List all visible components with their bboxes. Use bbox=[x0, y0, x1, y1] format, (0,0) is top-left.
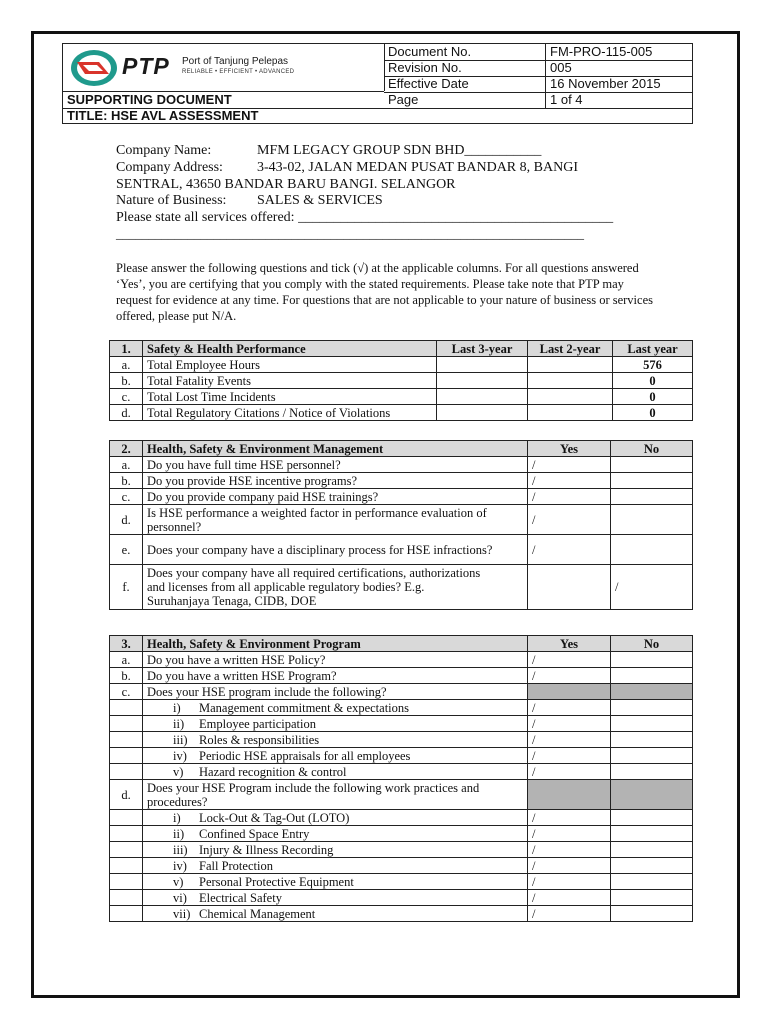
business-line bbox=[116, 192, 383, 209]
sub-number: ii) bbox=[173, 716, 185, 731]
value-cell[interactable] bbox=[528, 405, 613, 421]
col-yes: Yes bbox=[528, 636, 611, 652]
section-title: Health, Safety & Environment Program bbox=[143, 636, 528, 652]
no-cell[interactable] bbox=[611, 874, 693, 890]
meta-label: Document No. bbox=[388, 44, 472, 59]
row-id: c. bbox=[110, 684, 143, 700]
table-row bbox=[110, 842, 693, 858]
no-cell[interactable] bbox=[611, 764, 693, 780]
meta-value: 1 of 4 bbox=[550, 92, 583, 107]
shaded-cell bbox=[611, 684, 693, 700]
table-row bbox=[110, 505, 693, 535]
sub-text: Employee participation bbox=[199, 716, 316, 731]
no-cell[interactable] bbox=[611, 489, 693, 505]
sub-number: v) bbox=[173, 764, 184, 779]
no-cell[interactable] bbox=[611, 732, 693, 748]
sub-question bbox=[143, 874, 528, 890]
row-id: d. bbox=[110, 780, 143, 810]
row-id: a. bbox=[110, 457, 143, 473]
services-line bbox=[116, 209, 613, 226]
shaded-cell bbox=[528, 780, 611, 810]
logo-tagline: RELIABLE • EFFICIENT • ADVANCED bbox=[182, 69, 295, 75]
business-value: SALES & SERVICES bbox=[257, 193, 383, 208]
no-cell[interactable]: / bbox=[611, 565, 693, 610]
value-cell[interactable] bbox=[437, 357, 528, 373]
row-question: Does your company have a disciplinary process for HSE infractions? bbox=[143, 535, 528, 565]
no-cell[interactable] bbox=[611, 890, 693, 906]
no-cell[interactable] bbox=[611, 700, 693, 716]
no-cell[interactable] bbox=[611, 810, 693, 826]
shaded-cell bbox=[528, 684, 611, 700]
no-cell[interactable] bbox=[611, 716, 693, 732]
table-header-row bbox=[110, 441, 693, 457]
company-address-line-2: SENTRAL, 43650 BANDAR BARU BANGI. SELANGOR bbox=[116, 177, 456, 192]
row-id: b. bbox=[110, 473, 143, 489]
section-number: 1. bbox=[110, 341, 143, 357]
section-title: Health, Safety & Environment Management bbox=[143, 441, 528, 457]
meta-label: Revision No. bbox=[388, 60, 462, 75]
services-label: Please state all services offered: bbox=[116, 210, 295, 225]
sub-text: Injury & Illness Recording bbox=[199, 842, 334, 857]
meta-value: FM-PRO-115-005 bbox=[550, 44, 653, 59]
row-question: Does your HSE Program include the following work practices and procedures? bbox=[143, 780, 528, 810]
yes-cell[interactable]: / bbox=[528, 906, 611, 922]
sub-number: ii) bbox=[173, 826, 185, 841]
yes-cell[interactable]: / bbox=[528, 732, 611, 748]
table-row bbox=[110, 700, 693, 716]
company-address-value: 3-43-02, JALAN MEDAN PUSAT BANDAR 8, BANGI bbox=[257, 160, 578, 175]
yes-cell[interactable]: / bbox=[528, 652, 611, 668]
table-row bbox=[110, 652, 693, 668]
meta-row bbox=[384, 60, 693, 77]
sub-number: iv) bbox=[173, 748, 187, 763]
value-cell[interactable]: 0 bbox=[613, 389, 693, 405]
document-meta bbox=[384, 44, 693, 108]
table-row bbox=[110, 716, 693, 732]
sub-question bbox=[143, 732, 528, 748]
sub-text: Chemical Management bbox=[199, 906, 316, 921]
table-row bbox=[110, 890, 693, 906]
sub-text: Confined Space Entry bbox=[199, 826, 310, 841]
table-row bbox=[110, 373, 693, 389]
row-question: Total Employee Hours bbox=[143, 357, 437, 373]
sub-question bbox=[143, 716, 528, 732]
row-id: a. bbox=[110, 652, 143, 668]
no-cell[interactable] bbox=[611, 748, 693, 764]
row-question: Total Fatality Events bbox=[143, 373, 437, 389]
row-question: Do you provide HSE incentive programs? bbox=[143, 473, 528, 489]
meta-label: Page bbox=[388, 92, 419, 107]
table-row bbox=[110, 405, 693, 421]
yes-cell[interactable]: / bbox=[528, 874, 611, 890]
col-last-year: Last year bbox=[613, 341, 693, 357]
safety-performance-table bbox=[109, 340, 693, 421]
yes-cell[interactable]: / bbox=[528, 535, 611, 565]
sub-question bbox=[143, 906, 528, 922]
yes-cell[interactable]: / bbox=[528, 505, 611, 535]
sub-question bbox=[143, 748, 528, 764]
yes-cell[interactable] bbox=[528, 565, 611, 610]
row-question: Do you have a written HSE Program? bbox=[143, 668, 528, 684]
table-row bbox=[110, 780, 693, 810]
table-row bbox=[110, 473, 693, 489]
value-cell[interactable] bbox=[528, 373, 613, 389]
row-id: d. bbox=[110, 505, 143, 535]
logo-company-name: Port of Tanjung Pelepas bbox=[182, 56, 289, 67]
value-cell[interactable]: 0 bbox=[613, 405, 693, 421]
table-row bbox=[110, 457, 693, 473]
company-address-line bbox=[116, 159, 578, 176]
hse-program-table bbox=[109, 635, 693, 922]
sub-text: Roles & responsibilities bbox=[199, 732, 320, 747]
table-row bbox=[110, 764, 693, 780]
no-cell[interactable] bbox=[611, 842, 693, 858]
sub-question bbox=[143, 810, 528, 826]
sub-question bbox=[143, 858, 528, 874]
section-number: 2. bbox=[110, 441, 143, 457]
sub-question bbox=[143, 842, 528, 858]
table-row bbox=[110, 874, 693, 890]
table-row bbox=[110, 357, 693, 373]
no-cell[interactable] bbox=[611, 505, 693, 535]
table-row bbox=[110, 732, 693, 748]
row-question: Total Lost Time Incidents bbox=[143, 389, 437, 405]
row-id: f. bbox=[110, 565, 143, 610]
table-row bbox=[110, 684, 693, 700]
row-id: b. bbox=[110, 373, 143, 389]
sub-number: vi) bbox=[173, 890, 187, 905]
value-cell[interactable]: 0 bbox=[613, 373, 693, 389]
table-header-row bbox=[110, 636, 693, 652]
table-row bbox=[110, 826, 693, 842]
sub-number: vii) bbox=[173, 906, 191, 921]
row-id: c. bbox=[110, 489, 143, 505]
business-label: Nature of Business: bbox=[116, 193, 227, 208]
table-row bbox=[110, 535, 693, 565]
section-title: Safety & Health Performance bbox=[143, 341, 437, 357]
sub-text: Management commitment & expectations bbox=[199, 700, 410, 715]
document-header bbox=[62, 43, 693, 124]
no-cell[interactable] bbox=[611, 652, 693, 668]
value-cell[interactable] bbox=[437, 389, 528, 405]
hse-management-table bbox=[109, 440, 693, 610]
row-id: d. bbox=[110, 405, 143, 421]
sub-number: v) bbox=[173, 874, 184, 889]
sub-number: iii) bbox=[173, 842, 188, 857]
company-name-value: MFM LEGACY GROUP SDN BHD___________ bbox=[257, 143, 542, 158]
col-last-3-year: Last 3-year bbox=[437, 341, 528, 357]
meta-row bbox=[384, 76, 693, 93]
table-row bbox=[110, 858, 693, 874]
yes-cell[interactable]: / bbox=[528, 764, 611, 780]
company-logo bbox=[63, 44, 385, 91]
shaded-cell bbox=[611, 780, 693, 810]
row-question: Is HSE performance a weighted factor in performance evaluation of personnel? bbox=[143, 505, 528, 535]
row-question: Does your HSE program include the following? bbox=[143, 684, 528, 700]
sub-text: Fall Protection bbox=[199, 858, 273, 873]
services-blank-2: ________________________________________________________________________ bbox=[116, 226, 584, 241]
meta-row bbox=[384, 44, 693, 61]
company-name-line bbox=[116, 142, 542, 159]
table-row bbox=[110, 748, 693, 764]
table-row bbox=[110, 810, 693, 826]
yes-cell[interactable]: / bbox=[528, 842, 611, 858]
yes-cell[interactable]: / bbox=[528, 810, 611, 826]
no-cell[interactable] bbox=[611, 906, 693, 922]
col-no: No bbox=[611, 636, 693, 652]
row-id: e. bbox=[110, 535, 143, 565]
sub-number: iii) bbox=[173, 732, 188, 747]
table-row bbox=[110, 668, 693, 684]
no-cell[interactable] bbox=[611, 826, 693, 842]
value-cell[interactable] bbox=[528, 357, 613, 373]
no-cell[interactable] bbox=[611, 858, 693, 874]
sub-text: Personal Protective Equipment bbox=[199, 874, 354, 889]
meta-value: 16 November 2015 bbox=[550, 76, 661, 91]
yes-cell[interactable]: / bbox=[528, 826, 611, 842]
no-cell[interactable] bbox=[611, 457, 693, 473]
row-question: Do you provide company paid HSE trainings? bbox=[143, 489, 528, 505]
no-cell[interactable] bbox=[611, 535, 693, 565]
row-question: Total Regulatory Citations / Notice of Violations bbox=[143, 405, 437, 421]
yes-cell[interactable]: / bbox=[528, 890, 611, 906]
sub-number: iv) bbox=[173, 858, 187, 873]
ptp-logo-icon bbox=[69, 48, 119, 88]
sub-number: i) bbox=[173, 700, 181, 715]
col-last-2-year: Last 2-year bbox=[528, 341, 613, 357]
table-row bbox=[110, 389, 693, 405]
col-yes: Yes bbox=[528, 441, 611, 457]
yes-cell[interactable]: / bbox=[528, 457, 611, 473]
company-address-label: Company Address: bbox=[116, 160, 223, 175]
sub-text: Periodic HSE appraisals for all employees bbox=[199, 748, 411, 763]
section-number: 3. bbox=[110, 636, 143, 652]
row-question: Do you have a written HSE Policy? bbox=[143, 652, 528, 668]
services-blank: _____________________________________________ bbox=[298, 210, 614, 225]
sub-question bbox=[143, 700, 528, 716]
no-cell[interactable] bbox=[611, 473, 693, 489]
document-title: TITLE: HSE AVL ASSESSMENT bbox=[67, 108, 259, 123]
sub-text: Electrical Safety bbox=[199, 890, 282, 905]
value-cell[interactable] bbox=[437, 405, 528, 421]
table-row bbox=[110, 565, 693, 610]
sub-text: Hazard recognition & control bbox=[199, 764, 347, 779]
no-cell[interactable] bbox=[611, 668, 693, 684]
sub-text: Lock-Out & Tag-Out (LOTO) bbox=[199, 810, 350, 825]
yes-cell[interactable]: / bbox=[528, 700, 611, 716]
yes-cell[interactable]: / bbox=[528, 858, 611, 874]
sub-question bbox=[143, 890, 528, 906]
row-id: c. bbox=[110, 389, 143, 405]
yes-cell[interactable]: / bbox=[528, 489, 611, 505]
row-question: Do you have full time HSE personnel? bbox=[143, 457, 528, 473]
sub-number: i) bbox=[173, 810, 181, 825]
value-cell[interactable]: 576 bbox=[613, 357, 693, 373]
logo-text: PTP bbox=[122, 53, 170, 79]
row-question: Does your company have all required certifications, authorizations and licenses from all applicable regulatory bodies? E.g. Suruhanjaya Tenaga, CIDB, DOE bbox=[143, 565, 528, 610]
meta-label: Effective Date bbox=[388, 76, 469, 91]
value-cell[interactable] bbox=[528, 389, 613, 405]
col-no: No bbox=[611, 441, 693, 457]
table-row bbox=[110, 906, 693, 922]
sub-question bbox=[143, 826, 528, 842]
yes-cell[interactable]: / bbox=[528, 668, 611, 684]
value-cell[interactable] bbox=[437, 373, 528, 389]
yes-cell[interactable]: / bbox=[528, 716, 611, 732]
company-name-label: Company Name: bbox=[116, 143, 212, 158]
instructions-paragraph: Please answer the following questions and tick (√) at the applicable columns. For all questions answered ‘Yes’, you are certifying that you comply with the stated requirements. Please take note that PTP may request for evidence at any time. For questions that are not applicable to your nature of business or services offered, please put N/A. bbox=[116, 261, 653, 323]
table-header-row bbox=[110, 341, 693, 357]
row-id: b. bbox=[110, 668, 143, 684]
supporting-document-label: SUPPORTING DOCUMENT bbox=[67, 92, 232, 107]
table-row bbox=[110, 489, 693, 505]
sub-question bbox=[143, 764, 528, 780]
row-id: a. bbox=[110, 357, 143, 373]
meta-row bbox=[384, 92, 693, 108]
meta-value: 005 bbox=[550, 60, 572, 75]
yes-cell[interactable]: / bbox=[528, 473, 611, 489]
yes-cell[interactable]: / bbox=[528, 748, 611, 764]
